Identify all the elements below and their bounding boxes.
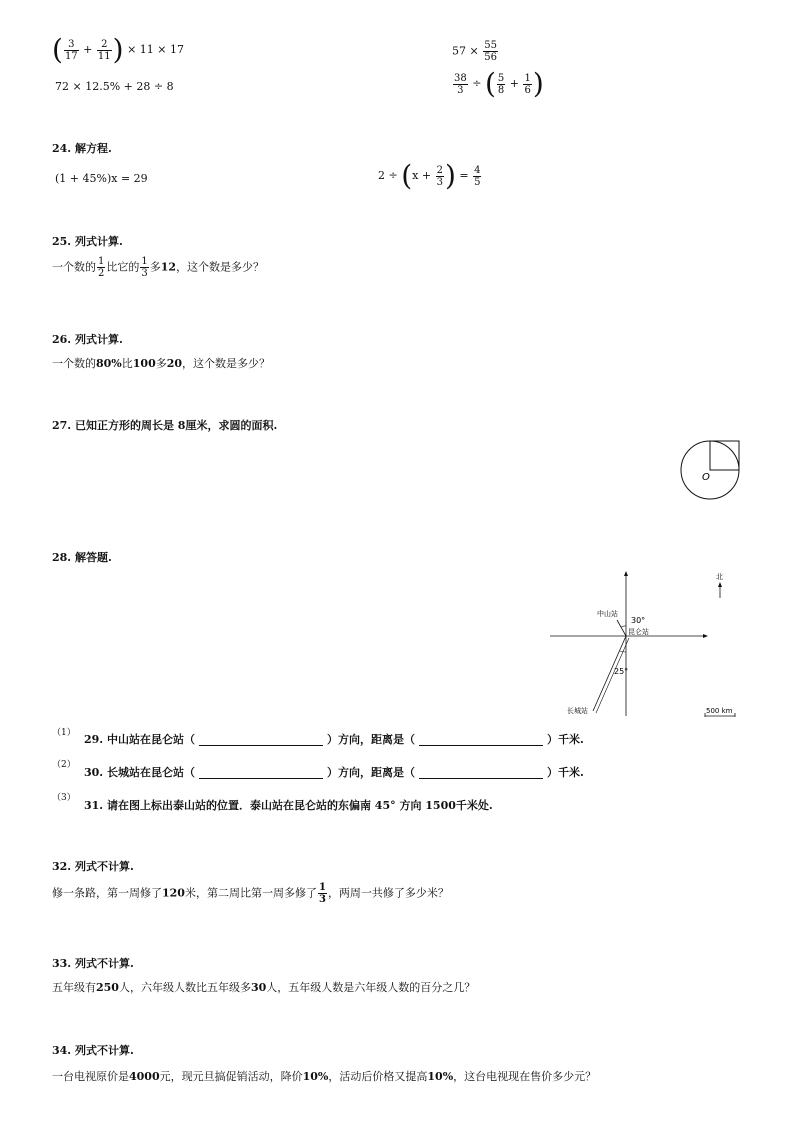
calc-expr-3 [452, 40, 499, 63]
question-number: 29. [84, 733, 104, 746]
fraction-numerator: 2 [97, 39, 112, 51]
circle-square-figure [678, 436, 744, 502]
label-zhongshan: 中山站 [597, 610, 618, 618]
q24-equation-1: (1 + 45%)x = 29 [55, 172, 148, 185]
text-fragment: 长城站在昆仑站（ [106, 766, 195, 779]
fraction-denominator: 11 [97, 50, 111, 62]
percent: 10% [302, 1070, 329, 1083]
calc-expr-4: $\frac{38}{3}$ ÷ ( $\frac{5}{8}$ + $\frac{1}{6}$ ) [454, 67, 544, 100]
text-fragment: 比 [121, 357, 133, 370]
q24-equation-2: 2 ÷ (x + $\frac{2}{3}$ ) = $\frac{4}{5}$ [378, 159, 481, 192]
fraction-numerator: 55 [484, 40, 497, 51]
number: 12 [160, 260, 177, 274]
zhongshan-ray [617, 620, 626, 636]
up-arrow-icon [624, 571, 628, 576]
q33-text [52, 979, 475, 995]
number: 4000 [129, 1070, 160, 1083]
equals-sign: = [459, 169, 469, 182]
scale-label: 500 km [706, 707, 733, 715]
q30-line [84, 764, 584, 780]
fraction-numerator: 1 [524, 72, 531, 84]
variable: x + [412, 169, 432, 182]
text-fragment: ，这台电视现在售价多少元？ [453, 1070, 597, 1083]
text-fragment: 修一条路，第一周修了 [52, 886, 162, 900]
percent: 10% [427, 1070, 454, 1083]
text-fragment: ）方向，距离是（ [326, 766, 415, 779]
q34-text [52, 1068, 596, 1084]
text-fragment: ，这个数是多少？ [176, 260, 265, 274]
q26-text [52, 355, 270, 371]
text-fragment: 五年级有 [52, 981, 96, 994]
fraction-numerator: 1 [318, 882, 326, 893]
sub-index-1: （1） [52, 728, 76, 738]
text-fragment: ）千米. [546, 766, 584, 779]
fraction-numerator: 4 [474, 164, 481, 176]
fraction-denominator: 17 [64, 50, 78, 62]
text-fragment: 米，第二周比第一周多修了 [184, 886, 317, 900]
question-number: 31. [84, 799, 104, 812]
text-fragment: ）千米. [546, 733, 584, 746]
fraction-denominator: 6 [524, 84, 531, 96]
text-fragment: ，两周一共修了多少米？ [327, 886, 449, 900]
label-angle-25: 25° [614, 667, 629, 676]
q26-heading: 26. 列式计算. [52, 333, 123, 346]
number: 30 [250, 981, 267, 994]
text-fragment: 中山站在昆仑站（ [106, 733, 195, 746]
expr-lead: 2 ÷ [378, 169, 398, 182]
angle-arc-30 [621, 626, 626, 627]
q32-text [52, 882, 449, 905]
operator: + [509, 77, 519, 90]
fraction-denominator: 3 [318, 894, 326, 905]
number: 250 [96, 981, 119, 994]
answer-blank-distance[interactable] [419, 734, 543, 746]
q34-heading: 34. 列式不计算. [52, 1044, 134, 1057]
fraction-denominator: 2 [98, 268, 105, 279]
text-fragment: 一个数的 [52, 260, 96, 274]
q33-heading: 33. 列式不计算. [52, 957, 134, 970]
answer-blank-distance[interactable] [419, 767, 543, 779]
q28-heading: 28. 解答题. [52, 551, 112, 564]
q27-heading: 27. 已知正方形的周长是 8厘米，求圆的面积. [52, 419, 278, 432]
fraction-denominator: 56 [484, 52, 497, 63]
number: 120 [162, 886, 185, 900]
text-fragment: 比它的 [106, 260, 140, 274]
fraction-denominator: 3 [436, 176, 443, 188]
sub-index-2: （2） [52, 760, 76, 770]
right-arrow-icon [703, 634, 708, 638]
text-fragment: 多 [149, 260, 161, 274]
operator: + [83, 43, 93, 56]
text-fragment: 多 [155, 357, 167, 370]
question-number: 30. [84, 766, 104, 779]
q25-text [52, 256, 264, 279]
compass-map [545, 568, 745, 720]
q29-line [84, 731, 584, 747]
text-fragment: 元，现元旦搞促销活动，降价 [159, 1070, 303, 1083]
fraction-numerator: 3 [64, 39, 79, 51]
calc-expr-1: ( $\frac{3}{17}$ + $\frac{2}{11}$ ) × 11 × 17 [52, 33, 184, 66]
fraction-numerator: 2 [436, 164, 443, 176]
number: 100 [132, 357, 156, 370]
q24-heading: 24. 解方程. [52, 142, 112, 155]
north-arrow-icon [718, 582, 722, 587]
text-fragment: 人，五年级人数是六年级人数的百分之几？ [266, 981, 476, 994]
number: 20 [166, 357, 183, 370]
text-fragment: 人，六年级人数比五年级多 [118, 981, 251, 994]
percent: 80% [96, 357, 122, 370]
answer-blank-direction[interactable] [199, 734, 323, 746]
label-angle-30: 30° [631, 616, 646, 625]
calc-expr-2: 72 × 12.5% + 28 ÷ 8 [55, 80, 174, 93]
label-north: 北 [716, 573, 723, 581]
sub-index-3: （3） [52, 793, 76, 803]
answer-blank-direction[interactable] [199, 767, 323, 779]
q25-heading: 25. 列式计算. [52, 235, 123, 248]
operator: ÷ [472, 77, 482, 90]
fraction-denominator: 3 [141, 268, 148, 279]
fraction-denominator: 5 [474, 176, 481, 188]
center-label: O [702, 472, 710, 483]
text-fragment: ，这个数是多少？ [182, 357, 271, 370]
fraction-numerator: 1 [141, 256, 148, 267]
label-changcheng: 长城站 [567, 707, 588, 715]
label-kunlun: 昆仑站 [628, 628, 649, 636]
text-fragment: ）方向，距离是（ [326, 733, 415, 746]
fraction-numerator: 1 [98, 256, 105, 267]
question-text: 请在图上标出泰山站的位置．泰山站在昆仑站的东偏南 45° 方向 1500千米处. [106, 799, 493, 812]
fraction-denominator: 3 [457, 84, 464, 96]
expr-lead: 57 × [452, 44, 479, 58]
q32-heading: 32. 列式不计算. [52, 860, 134, 873]
q31-line [84, 797, 493, 813]
fraction-numerator: 5 [497, 72, 505, 84]
expr-tail: × 11 × 17 [127, 43, 184, 56]
text-fragment: 一个数的 [52, 357, 96, 370]
text-fragment: ，活动后价格又提高 [328, 1070, 428, 1083]
fraction-numerator: 38 [454, 72, 467, 84]
text-fragment: 一台电视原价是 [52, 1070, 129, 1083]
fraction-denominator: 8 [497, 84, 505, 96]
